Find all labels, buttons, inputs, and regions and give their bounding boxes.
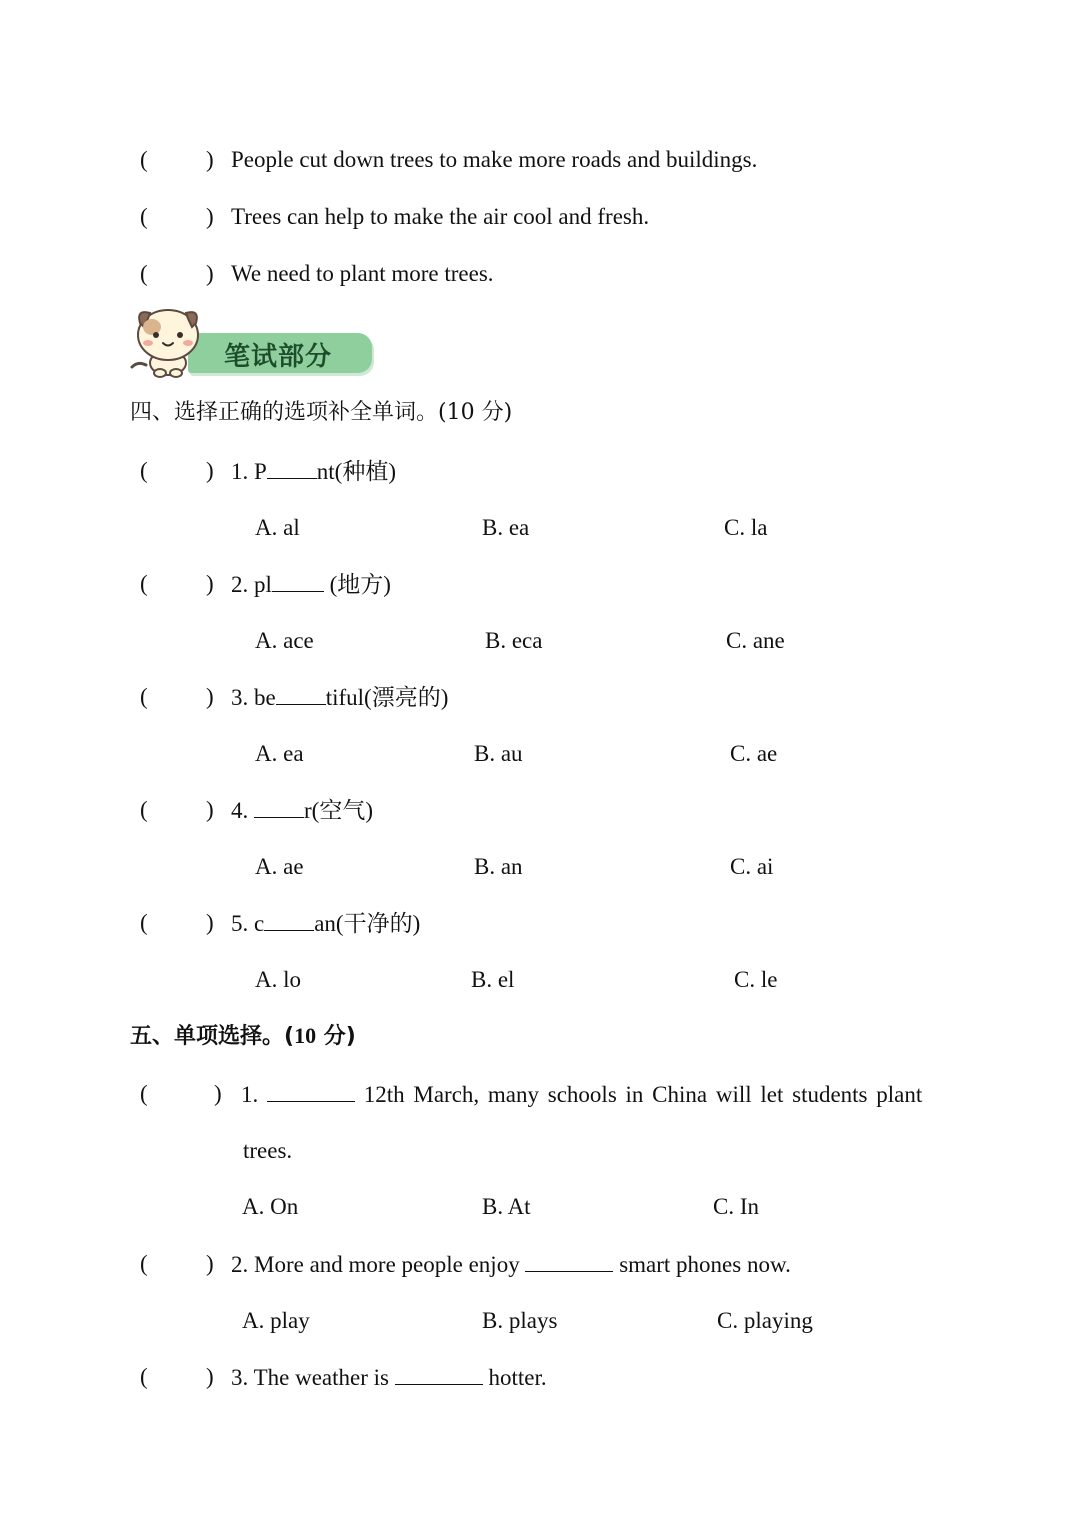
answer-paren-left: ( bbox=[140, 1251, 148, 1276]
statement-1: People cut down trees to make more roads and buildings. bbox=[231, 147, 758, 172]
s4-q3-option-b: B. au bbox=[474, 741, 523, 766]
s4-q5-option-c: C. le bbox=[734, 967, 778, 992]
answer-paren-right: ) bbox=[206, 204, 214, 229]
answer-paren-left: ( bbox=[140, 910, 148, 935]
s4-question-5: 5. c an(干净的) bbox=[231, 908, 420, 939]
banner-label: 笔试部分 bbox=[224, 342, 333, 372]
answer-blank[interactable] bbox=[395, 1362, 483, 1385]
answer-paren-left: ( bbox=[140, 261, 148, 286]
statement-3: We need to plant more trees. bbox=[231, 261, 494, 286]
s5-question-1: 1. 12th March, many schools in China will let students plant bbox=[241, 1079, 922, 1110]
answer-paren-right: ) bbox=[206, 797, 214, 822]
answer-blank[interactable] bbox=[272, 569, 324, 592]
answer-paren-right: ) bbox=[206, 571, 214, 596]
s5-q2-option-a: A. play bbox=[242, 1308, 310, 1333]
s4-q5-option-b: B. el bbox=[471, 967, 515, 992]
s4-q1-option-b: B. ea bbox=[482, 515, 530, 540]
s4-question-1: 1. P nt(种植) bbox=[231, 456, 396, 487]
section-4-title: 四、选择正确的选项补全单词。(10 分) bbox=[130, 400, 513, 425]
s4-q3-option-c: C. ae bbox=[730, 741, 778, 766]
s5-q2-option-b: B. plays bbox=[482, 1308, 558, 1333]
s4-question-3: 3. be tiful(漂亮的) bbox=[231, 682, 448, 713]
s5-q1-option-b: B. At bbox=[482, 1194, 531, 1219]
answer-paren-right: ) bbox=[214, 1081, 222, 1106]
s5-question-1-continued: trees. bbox=[243, 1138, 293, 1163]
s4-question-2: 2. pl (地方) bbox=[231, 569, 391, 600]
answer-paren-left: ( bbox=[140, 797, 148, 822]
answer-paren-left: ( bbox=[140, 1081, 148, 1106]
answer-paren-right: ) bbox=[206, 147, 214, 172]
s5-q1-option-a: A. On bbox=[242, 1194, 299, 1219]
s4-q4-option-c: C. ai bbox=[730, 854, 774, 879]
answer-paren-left: ( bbox=[140, 684, 148, 709]
s5-question-3: 3. The weather is hotter. bbox=[231, 1362, 547, 1393]
answer-paren-right: ) bbox=[206, 458, 214, 483]
answer-blank[interactable] bbox=[525, 1249, 613, 1272]
s4-q1-option-a: A. al bbox=[255, 515, 300, 540]
answer-paren-right: ) bbox=[206, 1364, 214, 1389]
answer-blank[interactable] bbox=[267, 456, 317, 479]
s4-q5-option-a: A. lo bbox=[255, 967, 301, 992]
answer-paren-right: ) bbox=[206, 1251, 214, 1276]
answer-paren-right: ) bbox=[206, 910, 214, 935]
answer-blank[interactable] bbox=[267, 1079, 355, 1102]
s4-q4-option-a: A. ae bbox=[255, 854, 304, 879]
s4-q3-option-a: A. ea bbox=[255, 741, 304, 766]
s5-q1-option-c: C. In bbox=[713, 1194, 759, 1219]
answer-blank[interactable] bbox=[276, 682, 326, 705]
answer-paren-left: ( bbox=[140, 147, 148, 172]
cartoon-dog-icon bbox=[128, 305, 208, 381]
s4-q2-option-b: B. eca bbox=[485, 628, 543, 653]
written-section-banner bbox=[128, 305, 376, 381]
s4-q2-option-a: A. ace bbox=[255, 628, 314, 653]
s4-q4-option-b: B. an bbox=[474, 854, 523, 879]
answer-blank[interactable] bbox=[254, 795, 304, 818]
s4-q1-option-c: C. la bbox=[724, 515, 768, 540]
section-5-title: 五、单项选择。(10 分) bbox=[130, 1023, 356, 1049]
statement-2: Trees can help to make the air cool and fresh. bbox=[231, 204, 650, 229]
answer-paren-right: ) bbox=[206, 261, 214, 286]
answer-paren-left: ( bbox=[140, 458, 148, 483]
answer-paren-left: ( bbox=[140, 571, 148, 596]
answer-paren-left: ( bbox=[140, 1364, 148, 1389]
s4-question-4: 4. r(空气) bbox=[231, 795, 373, 826]
answer-paren-left: ( bbox=[140, 204, 148, 229]
s4-q2-option-c: C. ane bbox=[726, 628, 785, 653]
s5-q2-option-c: C. playing bbox=[717, 1308, 813, 1333]
answer-blank[interactable] bbox=[264, 908, 314, 931]
answer-paren-right: ) bbox=[206, 684, 214, 709]
s5-question-2: 2. More and more people enjoy smart phones now. bbox=[231, 1249, 791, 1280]
